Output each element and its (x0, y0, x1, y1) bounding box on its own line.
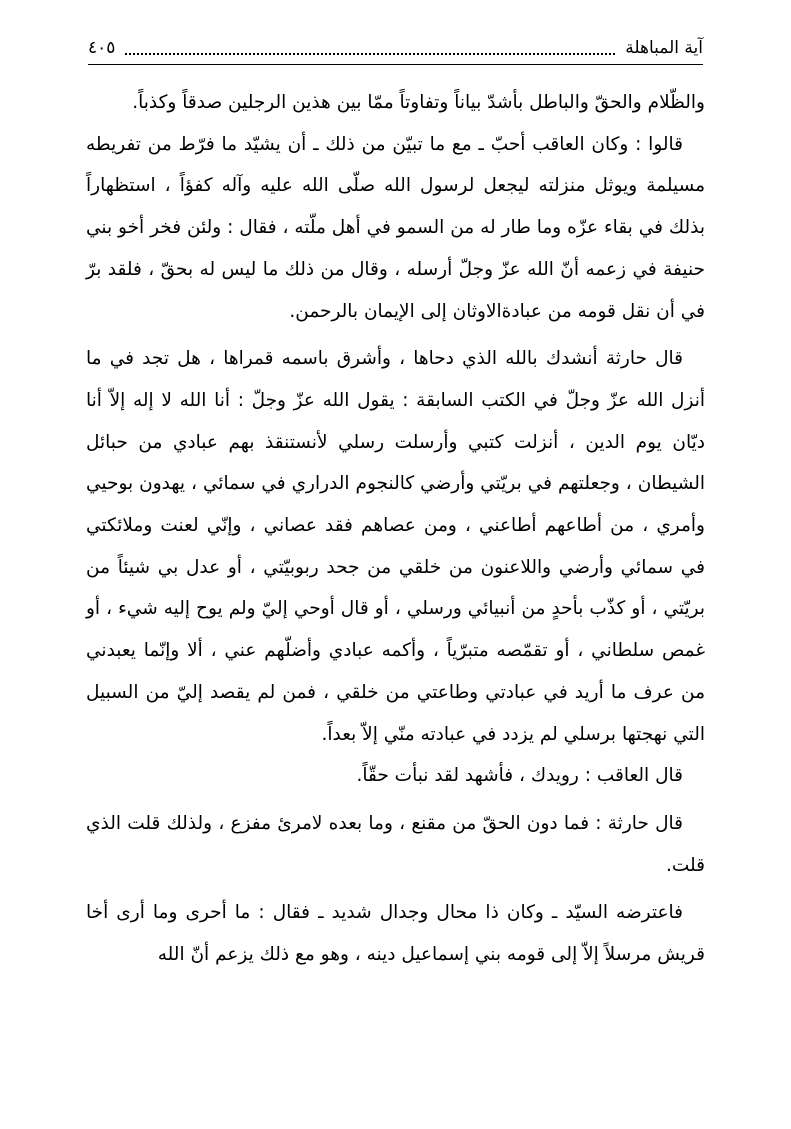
paragraph-haritha-reply: قال حارثة : فما دون الحقّ من مقنع ، وما بعده لامرئ مفزع ، ولذلك قلت الذي قلت. (86, 812, 705, 876)
paragraph-haritha-oath: قال حارثة أنشدك بالله الذي دحاها ، وأشرق باسمه قمراها ، هل تجد في ما أنزل الله عزّ وجلّ في الكتب السابقة : يقول الله عزّ وجلّ : أنا الله لا إله إلاّ أنا ديّان يوم الدين ، أنزلت كتبي وأرسلت رسلي لأنستنقذ بهم عبادي من حبائل الشيطان ، وجعلتهم في بريّتي وأرضي كالنجوم الدراري في سمائي ، يهدون بوحيي وأمري ، من أطاعهم أطاعني ، ومن عصاهم فقد عصاني ، وإنّي لعنت وملائكتي في سمائي وأرضي واللاعنون من خلقي من جحد ربوبيّتي ، أو عدل بي شيئاً من بريّتي ، أو كذّب بأحدٍ من أنبيائي ورسلي ، أو قال أوحي إليّ ولم يوح إليه شيء ، أو غمص سلطاني ، أو تقمّصه متبرّياً ، وأكمه عبادي وأضلّهم عني ، ألا وإنّما يعبدني من عرف ما أريد في عبادتي وطاعتي من خلقي ، فمن لم يقصد إليّ من السبيل التي نهجتها برسلي لم يزدد في عبادته منّي إلاّ بعداً. (86, 348, 705, 745)
paragraph-aqib-reply: قال العاقب : رويدك ، فأشهد لقد نبأت حقّاً. (356, 765, 683, 787)
running-header (88, 36, 703, 65)
chapter-title: آية المباهلة (625, 38, 703, 58)
paragraph-sayyid-objection: فاعترضه السيّد ـ وكان ذا محال وجدال شديد ـ فقال : ما أحرى وما أرى أخا قريش مرسلاً إلاّ إلى قومه بني إسماعيل دينه ، وهو مع ذلك يزعم أنّ الله (86, 902, 705, 966)
paragraph-aqib-intro: قالوا : وكان العاقب أحبّ ـ مع ما تبيّن من ذلك ـ أن يشيّد ما فرّط من تفريطه مسيلمة ويوثل منزلته ليجعل لرسول الله صلّى الله عليه وآله كفؤاً ، استظهاراً بذلك في بقاء عزّه وما طار له من السمو في أهل ملّته ، فقال : ولئن فخر أخو بني حنيفة في زعمه أنّ الله عزّ وجلّ أرسله ، وقال من ذلك ما ليس له بحقّ ، فلقد برّ في أن نقل قومه من عبادةالاوثان إلى الإيمان بالرحمن. (86, 133, 705, 322)
paragraph-continuation: والظّلام والحقّ والباطل بأشدّ بياناً وتفاوتاً ممّا بين هذين الرجلين صدقاً وكذباً. (132, 92, 705, 113)
page-number: ٤٠٥ (88, 38, 116, 58)
body-text (86, 82, 705, 976)
leader-dots (125, 53, 615, 55)
